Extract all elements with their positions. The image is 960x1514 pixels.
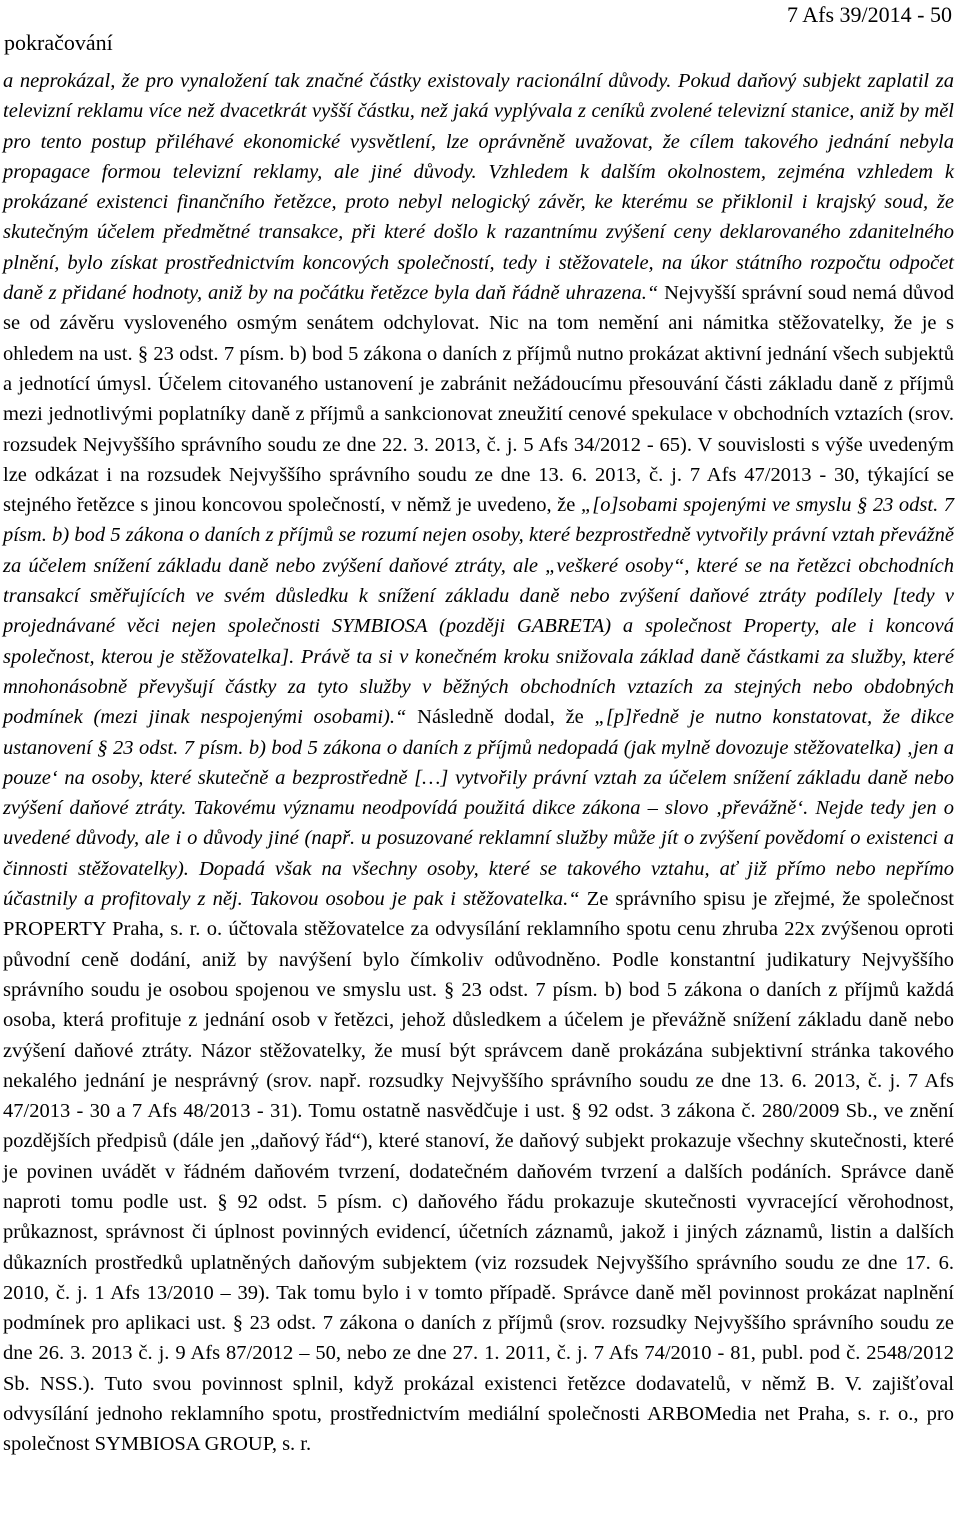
- body-text-3: Ze správního spisu je zřejmé, že společnost PROPERTY Praha, s. r. o. účtovala stěžovatelce za odvysílání reklamního spotu cenu zhruba 22x zvýšenou oproti původní ceně dodání, aniž by navýšení bylo čímkoliv odůvodněno. Podle konstantní judikatury Nejvyššího správního soudu je osobou spojenou ve smyslu ust. § 23 odst. 7 písm. b) bod 5 zákona o daních z příjmů každá osoba, která profituje z jednání osob v řetězci, jehož důsledkem a účelem je převážně snížení základu daně nebo zvýšení daňové ztráty. Názor stěžovatelky, že musí být správcem daně prokázána subjektivní stránka takového nekalého jednání je nesprávný (srov. např. rozsudky Nejvyššího správního soudu ze dne 13. 6. 2013, č. j. 7 Afs 47/2013 - 30 a 7 Afs 48/2013 - 31). Tomu ostatně nasvědčuje i ust. § 92 odst. 3 zákona č. 280/2009 Sb., ve znění pozdějších předpisů (dále jen „daňový řád“), které stanoví, že daňový subjekt prokazuje všechny skutečnosti, které je povinen uvádět v řádném daňovém tvrzení, dodatečném daňovém tvrzení a dalších podáních. Správce daně naproti tomu podle ust. § 92 odst. 5 písm. c) daňového řádu prokazuje skutečnosti vyvracející věrohodnost, průkaznost, správnost či úplnost povinných evidencí, účetních záznamů, jakož i jiných záznamů, listin a dalších důkazních prostředků uplatněných daňovým subjektem (viz rozsudek Nejvyššího správního soudu ze dne 17. 6. 2010, č. j. 1 Afs 13/2010 – 39). Tak tomu bylo i v tomto případě. Správce daně měl povinnost prokázat naplnění podmínek pro aplikaci ust. § 23 odst. 7 zákona o daních z příjmů (srov. rozsudky Nejvyššího správního soudu ze dne 26. 3. 2013 č. j. 9 Afs 87/2012 – 50, nebo ze dne 27. 1. 2011, č. j. 7 Afs 74/2010 - 81, publ. pod č. 2548/2012 Sb. NSS.). Tuto svou povinnost splnil, když prokázal existenci řetězce dodavatelů, v němž B. V. zajišťoval odvysílání jednoho reklamního spotu, prostřednictvím mediální společnosti ARBOMedia net Praha, s. r. o., pro společnost SYMBIOSA GROUP, s. r.: [3, 888, 954, 1456]
- italic-quote-3: „[p]ředně je nutno konstatovat, že dikce ustanovení § 23 odst. 7 písm. b) bod 5 zákona o daních z příjmů nedopadá (jak mylně dovozuje stěžovatelka) ‚jen a pouze‘ na osoby, které skutečně a bezprostředně […] vytvořily právní vztah za účelem snížení základu daně nebo zvýšení daňové ztráty. Takovému významu neodpovídá použitá dikce zákona – slovo ‚převážně‘. Nejde tedy jen o uvedené důvody, ale i o důvody jiné (např. u posuzované reklamní služby může jít o zvýšení povědomí o existenci a činnosti stěžovatelky). Dopadá však na všechny osoby, které se takového vztahu, ať již přímo nebo nepřímo účastnily a profitovaly z něj. Takovou osobou je pak i stěžovatelka.“: [3, 706, 954, 911]
- continuation-label: pokračování: [4, 30, 113, 55]
- body-text-1: Nejvyšší správní soud nemá důvod se od závěru vysloveného osmým senátem odchylovat. Nic na tom nemění ani námitka stěžovatelky, že je s ohledem na ust. § 23 odst. 7 písm. b) bod 5 zákona o daních z příjmů nutno prokázat aktivní jednání všech subjektů a jednotící úmysl. Účelem citovaného ustanovení je zabránit nežádoucímu přesouvání části základu daně z příjmů mezi jednotlivými poplatníky daně z příjmů a sankcionovat zneužití cenové spekulace v obchodních vztazích (srov. rozsudek Nejvyššího správního soudu ze dne 22. 3. 2013, č. j. 5 Afs 34/2012 - 65). V souvislosti s výše uvedeným lze odkázat i na rozsudek Nejvyššího správního soudu ze dne 13. 6. 2013, č. j. 7 Afs 47/2013 - 30, týkající se stejného řetězce s jinou koncovou společností, v němž je uvedeno, že: [3, 282, 954, 517]
- body-text-2: Následně dodal, že: [406, 706, 595, 729]
- body-paragraph: [3, 66, 954, 1460]
- italic-quote-2: „[o]sobami spojenými ve smyslu § 23 odst. 7 písm. b) bod 5 zákona o daních z příjmů se rozumí nejen osoby, které bezprostředně vytvořily právní vztah převážně za účelem snížení základu daně nebo zvýšení daňové ztráty, ale „veškeré osoby“, které se na řetězci obchodních transakcí směřujících ve svém důsledku k snížení základu daně nebo zvýšení daňové ztráty podílely [tedy v projednávané věci nejen společnosti SYMBIOSA (později GABRETA) a společnost Property, ale i koncová společnost, kterou je stěžovatelka]. Právě ta si v konečném kroku snižovala základ daně částkami za služby, které mnohonásobně převyšují částky za tyto služby v běžných obchodních vztazích za stejných nebo obdobných podmínek (mezi jinak nespojenými osobami).“: [3, 494, 954, 729]
- case-number: 7 Afs 39/2014 - 50: [787, 2, 952, 27]
- italic-quote-1: a neprokázal, že pro vynaložení tak značné částky existovaly racionální důvody. Pokud daňový subjekt zaplatil za televizní reklamu více než dvacetkrát vyšší částku, než jaká vyplývala z ceníků zvolené televizní stanice, aniž by měl pro tento postup přiléhavé ekonomické vysvětlení, lze oprávněně uvažovat, že cílem takového jednání nebyla propagace formou televizní reklamy, ale jiné důvody. Vzhledem k dalším okolnostem, zejména vzhledem k prokázané existenci finančního řetězce, proto nebyl nelogický závěr, ke kterému se přiklonil i krajský soud, že skutečným účelem předmětné transakce, při které došlo k razantnímu zvýšení ceny deklarovaného zdanitelného plnění, bylo získat prostřednictvím koncových společností, tedy i stěžovatele, na úkor státního rozpočtu odpočet daně z přidané hodnoty, aniž by na počátku řetězce byla daň řádně uhrazena.“: [3, 70, 954, 305]
